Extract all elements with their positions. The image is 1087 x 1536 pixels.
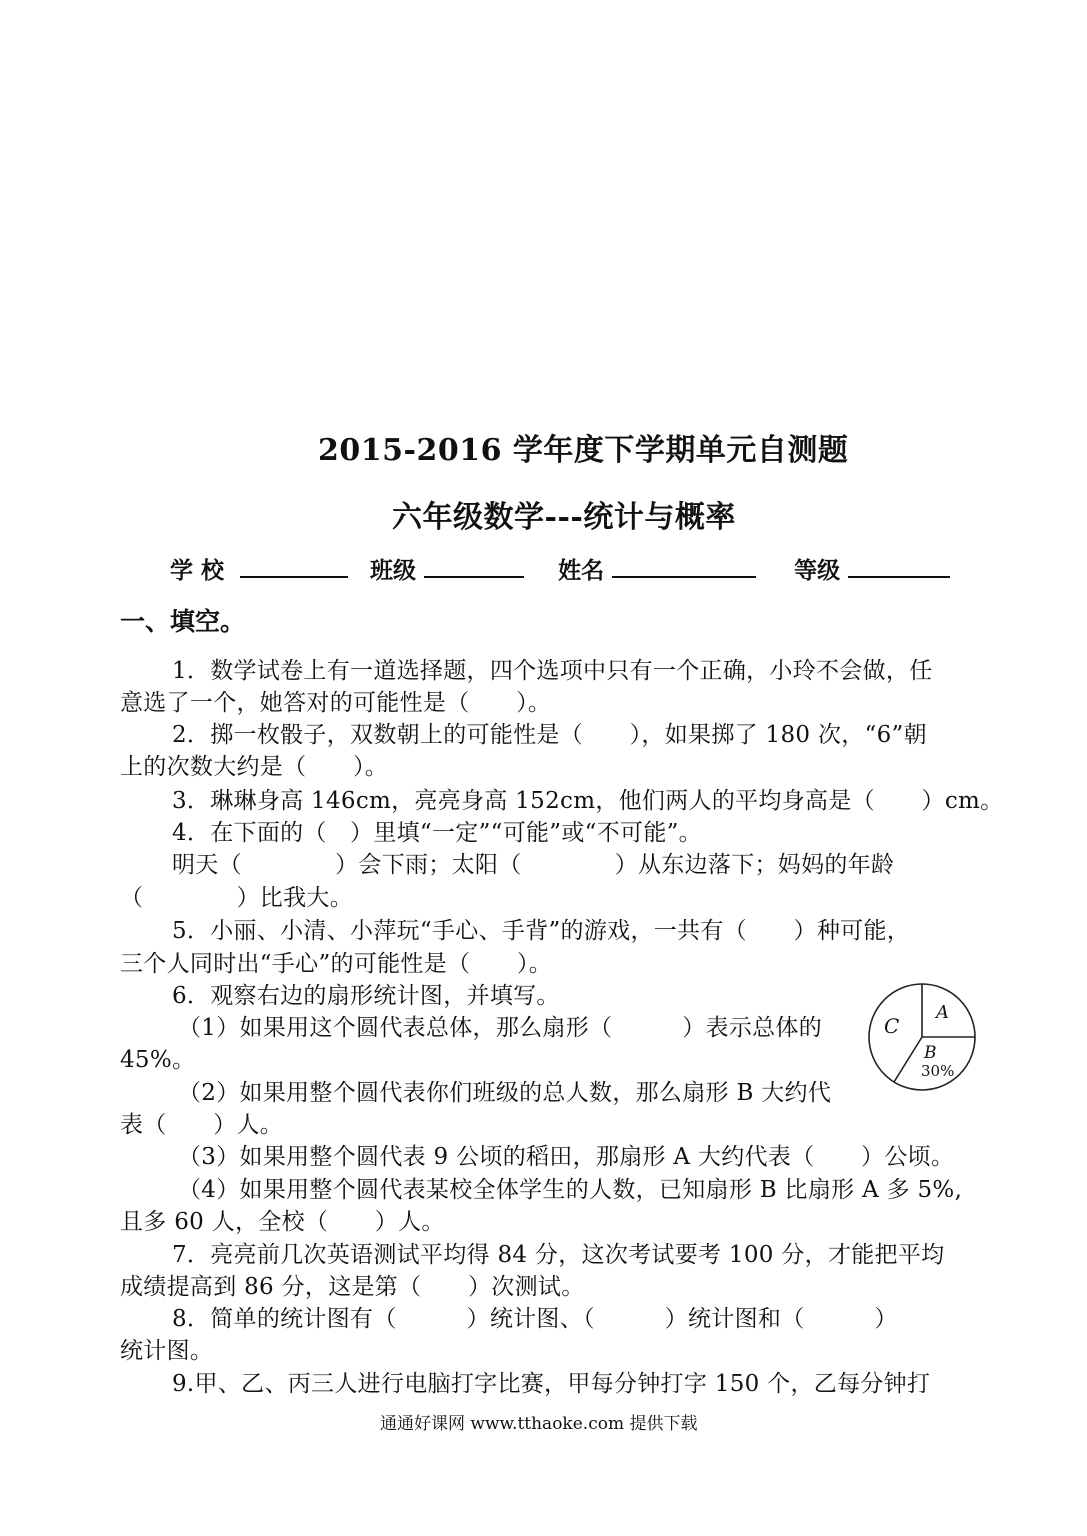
question-line: 表（ ）人。 [120, 1112, 284, 1138]
question-line: 1．数学试卷上有一道选择题，四个选项中只有一个正确，小玲不会做，任 [172, 658, 933, 684]
pie-label-c: C [884, 1014, 900, 1038]
question-line: （4）如果用整个圆代表某校全体学生的人数，已知扇形 B 比扇形 A 多 5%, [178, 1177, 963, 1203]
footer-credit: 通通好课网 www.tthaoke.com 提供下载 [380, 1414, 698, 1434]
pie-label-b: B [924, 1043, 937, 1063]
question-line: 3．琳琳身高 146cm，亮亮身高 152cm，他们两人的平均身高是（ ）cm。 [172, 788, 1004, 814]
class-label: 班级 [370, 557, 417, 584]
question-line: 统计图。 [120, 1338, 214, 1364]
question-line: 9.甲、乙、丙三人进行电脑打字比赛，甲每分钟打字 150 个，乙每分钟打 [172, 1371, 931, 1397]
question-line: 成绩提高到 86 分，这是第（ ）次测试。 [120, 1274, 585, 1300]
question-line: 8．简单的统计图有（ ）统计图、（ ）统计图和（ ） [172, 1306, 898, 1332]
name-blank [612, 556, 756, 578]
question-line: 2．掷一枚骰子，双数朝上的可能性是（ ），如果掷了 180 次，“6”朝 [172, 722, 927, 748]
question-line: 上的次数大约是（ ）。 [120, 754, 389, 780]
page-title: 2015-2016 学年度下学期单元自测题 [318, 433, 849, 468]
pie-label-a: A [936, 1002, 949, 1023]
question-line: 45%。 [120, 1047, 196, 1073]
section-heading: 一、填空。 [120, 607, 246, 636]
page-subtitle: 六年级数学---统计与概率 [392, 500, 736, 535]
pie-chart-figure [864, 980, 984, 1095]
school-blank [240, 556, 348, 578]
question-line: （3）如果用整个圆代表 9 公顷的稻田，那扇形 A 大约代表（ ）公顷。 [178, 1144, 955, 1170]
question-line: 三个人同时出“手心”的可能性是（ ）。 [120, 951, 553, 977]
question-line: （ ）比我大。 [120, 885, 353, 911]
pie-label-b-percent: 30% [921, 1062, 955, 1080]
grade-blank [848, 556, 950, 578]
question-line: 意选了一个，她答对的可能性是（ ）。 [120, 690, 552, 716]
grade-label: 等级 [794, 557, 841, 584]
question-line: 7．亮亮前几次英语测试平均得 84 分，这次考试要考 100 分，才能把平均 [172, 1242, 945, 1268]
class-blank [424, 556, 524, 578]
name-label: 姓名 [558, 557, 605, 584]
pie-divider-lower [894, 1037, 922, 1082]
question-line: 5．小丽、小清、小萍玩“手心、手背”的游戏，一共有（ ）种可能， [172, 918, 911, 944]
question-line: （1）如果用这个圆代表总体，那么扇形（ ）表示总体的 [178, 1015, 823, 1041]
school-label: 学 校 [170, 557, 225, 584]
question-line: 明天（ ）会下雨；太阳（ ）从东边落下；妈妈的年龄 [172, 852, 895, 878]
question-line: （2）如果用整个圆代表你们班级的总人数，那么扇形 B 大约代 [178, 1080, 832, 1106]
question-line: 6．观察右边的扇形统计图，并填写。 [172, 983, 560, 1009]
info-row [170, 552, 950, 585]
question-line: 且多 60 人，全校（ ）人。 [120, 1209, 445, 1235]
question-line: 4．在下面的（ ）里填“一定”“可能”或“不可能”。 [172, 820, 702, 846]
